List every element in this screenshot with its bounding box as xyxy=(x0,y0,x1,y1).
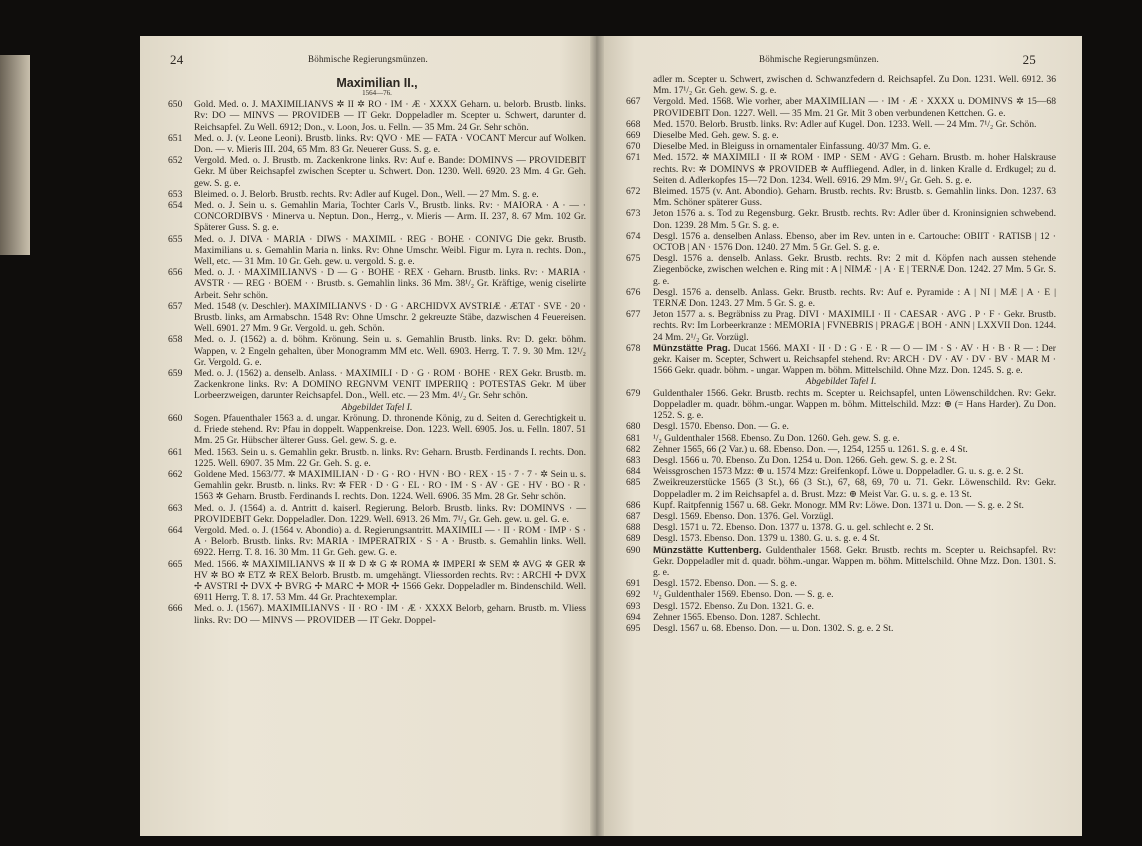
entry-description: Bleimed. o. J. Belorb. Brustb. rechts. Rv: Adler auf Kugel. Don., Well. — 27 Mm. S. g. e. xyxy=(194,188,539,200)
catalog-entry xyxy=(626,141,1056,152)
entry-description: Med. o. J. (v. Leone Leoni). Brustb. links. Rv: QVO · ME — FATA · VOCANT Mercur auf Wolken. Don. — v. Mieris III. 204, 65 Mm. 83 Gr. Neuerer Guss. S. g. e. xyxy=(194,132,586,156)
entry-description: Ducat 1566. MAXI · II · D : G · E · R — O — IM · S · AV · H · B · R — : Der gekr. Kaiser m. Scepter, Schwert u. Reichsapfel stehend. Rv: ARCH · DV · AV · DV · BV · MAR M · 1566 Gekr. quadr. böhm. - ungar. Wappen m. böhm. Mittelschild. Ohne Mzz. Don. 1245. S. g. e. xyxy=(653,342,1057,377)
entry-number: 679 xyxy=(626,387,641,399)
entry-description: Desgl. 1570. Ebenso. Don. — G. e. xyxy=(653,421,789,433)
entry-description: Dieselbe Med. Geh. gew. S. g. e. xyxy=(653,130,779,142)
catalog-entry xyxy=(626,130,1056,141)
entry-text xyxy=(653,130,1056,141)
catalog-entry xyxy=(626,186,1056,208)
entry-number: 683 xyxy=(626,454,641,466)
entry-description: Med. o. J. (1562) a. denselb. Anlass. · MAXIMILI · D · G · ROM · BOHE · REX Gekr. Brustb. m. Zackenkrone links. Rv: A DOMINO REGNVM VENIT IMPERIIQ : POTESTAS Gekr. M über Lorbeerzweigen, darunter Reichsapfel. Don., Well. etc. — 23 Mm. 4¹/₂ Gr. Sehr schön. xyxy=(194,368,586,402)
entry-text xyxy=(653,601,1056,612)
entry-text xyxy=(653,511,1056,522)
left-page xyxy=(140,36,596,836)
entry-description: Guldenthaler 1566. Gekr. Brustb. rechts m. Scepter u. Reichsapfel, unten Löwenschildchen. Rv: Gekr. Doppeladler m. quadr. böhm.-ungar. Wappen m. böhm. Mittelschild. Mzz: ⊕ (= Hans Harder). Zu Don. 1252. S. g. e. xyxy=(653,387,1056,422)
entry-number: 678 xyxy=(626,342,641,354)
entry-text xyxy=(653,119,1056,130)
entry-description: ¹/₂ Guldenthaler 1568. Ebenso. Zu Don. 1260. Geh. gew. S. g. e. xyxy=(653,432,900,444)
entry-number: 690 xyxy=(626,544,641,556)
section-years: 1564—76. xyxy=(362,89,392,98)
entry-description: Desgl. 1576 a. denselb. Anlass. Gekr. Brustb. rechts. Rv: 2 mit d. Köpfen nach aussen stehende Ziegenböcke, zwischen welchen e. Ring mit : A | NIMÆ · | A · E | TERNÆ Don. 1242. 27 Mm. 5 Gr. S. g. e. xyxy=(653,253,1056,287)
entry-text xyxy=(194,503,586,525)
catalog-entry xyxy=(626,477,1056,499)
catalog-entry xyxy=(626,522,1056,533)
right-page-number: 25 xyxy=(1022,52,1036,67)
entry-description: Med. 1572. ✲ MAXIMILI · II ✲ ROM · IMP · SEM · AVG : Geharn. Brustb. m. hoher Halskrause rechts. Rv: ✲ DOMINVS ✲ PROVIDEB ✲ Auffliegend. Adler, in d. linken Kralle d. Erdkugel; zu d. Seiten d. Adlerkopfes 15—72 Don. 1234. Well. 6916. 29 Mm. 9¹/₂ Gr. Geh. S. g. e. xyxy=(653,152,1056,186)
catalog-entry xyxy=(168,189,586,200)
entry-description: Desgl. 1572. Ebenso. Don. — S. g. e. xyxy=(653,578,797,590)
entry-text xyxy=(653,623,1056,634)
catalog-entry xyxy=(626,343,1056,377)
entry-number: 676 xyxy=(626,286,641,298)
entry-text xyxy=(194,334,586,368)
entry-number: 674 xyxy=(626,230,641,242)
entry-number: 692 xyxy=(626,589,641,601)
entry-number: 657 xyxy=(168,300,183,312)
entry-description: Med. o. J. · MAXIMILIANVS · D — G · BOHE · REX · Geharn. Brustb. links. Rv: · MARIA · AVSTR · — REG · BOEM · · Brustb. s. Gemahlin links. 36 Mm. 38¹/₂ Gr. Kräftige, wenig ciselirte Arbeit. Sehr schön. xyxy=(194,267,586,301)
entry-number: 663 xyxy=(168,502,183,514)
entry-number: 680 xyxy=(626,421,641,433)
entry-description: Zweikreuzerstücke 1565 (3 St.), 66 (3 St.), 67, 68, 69, 70 u. 71. Gekr. Löwenschild. Rv: Gekr. Doppeladler m. 2 im Reichsapfel a. d. Brust. Mzz: ⊕ Meist Var. G. u. s. g. e. 13 St. xyxy=(653,477,1056,500)
entry-text xyxy=(194,559,586,604)
catalog-entry xyxy=(626,623,1056,634)
entry-text xyxy=(194,189,586,200)
entry-number: 672 xyxy=(626,186,641,198)
catalog-entry xyxy=(168,301,586,335)
catalog-entry xyxy=(626,500,1056,511)
catalog-entry xyxy=(626,612,1056,623)
catalog-entry xyxy=(168,559,586,604)
catalog-entry xyxy=(626,444,1056,455)
right-content xyxy=(626,74,1056,634)
entry-description: Goldene Med. 1563/77. ✲ MAXIMILIAN · D · G · RO · HVN · BO · REX · 15 · 7 · 7 · ✲ Sein u. s. Gemahlin gekr. Brustb. n. links. Rv: ✲ FER · D · G · EL · RO · IM · S · AV · GE · HV · BO · R · 1563 ✲ Geharn. Brustb. Ferdinands I. rechts. Don. 1224. Well. 6906. 35 Mm. 28 Gr. Sehr schön. xyxy=(194,468,586,503)
catalog-entry xyxy=(168,133,586,155)
entry-text xyxy=(653,433,1056,444)
entry-number: 675 xyxy=(626,253,641,265)
entry-text xyxy=(653,253,1056,287)
entry-number: 658 xyxy=(168,334,183,346)
catalog-entry xyxy=(168,469,586,503)
catalog-entry xyxy=(626,287,1056,309)
entry-number: 685 xyxy=(626,477,641,489)
entry-text xyxy=(194,99,586,133)
entry-number: 660 xyxy=(168,412,183,424)
entry-text xyxy=(653,96,1056,118)
catalog-entry xyxy=(168,603,586,625)
entry-description: Zehner 1565. Ebenso. Don. 1287. Schlecht. xyxy=(653,611,821,623)
catalog-entry xyxy=(626,545,1056,579)
entry-description: Desgl. 1576 a. denselben Anlass. Ebenso, aber im Rev. unten in e. Cartouche: OBIIT · RATISB | 12 · OCTOB | AN · 1576 Don. 1240. 27 Mm. 5 Gr. Gel. S. g. e. xyxy=(653,230,1056,254)
entry-description: Jeton 1576 a. s. Tod zu Regensburg. Gekr. Brustb. rechts. Rv: Adler über d. Kroninsignien schwebend. Don. 1239. 28 Mm. 5 Gr. S. g. e. xyxy=(653,208,1056,231)
entry-number: 662 xyxy=(168,468,183,480)
entry-text xyxy=(194,447,586,469)
entry-text xyxy=(194,234,586,268)
entry-number: 694 xyxy=(626,611,641,623)
entry-description: Sogen. Pfauenthaler 1563 a. d. ungar. Krönung. D. thronende König, zu d. Seiten d. Gerechtigkeit u. d. Friede stehend. Rv: Pfau in doppelt. Wappenkreise. Don. 1223. Well. 6905. Jos. u. Felln. 1807. 51 Mm. 25 Gr. Hübscher älterer Guss. Gel. gew. S. g. e. xyxy=(194,412,586,447)
entry-text xyxy=(194,267,586,301)
entry-text xyxy=(653,231,1056,253)
entry-number: 655 xyxy=(168,233,183,245)
catalog-entry xyxy=(626,578,1056,589)
right-running-head: Böhmische Regierungsmünzen. xyxy=(759,54,879,64)
entry-description: Zehner 1565, 66 (2 Var.) u. 68. Ebenso. Don. —, 1254, 1255 u. 1261. S. g. e. 4 St. xyxy=(653,443,968,455)
entry-description: Med. o. J. DIVA · MARIA · DIWS · MAXIMIL · REG · BOHE · CONIVG Die gekr. Brustb. Maximilians u. s. Gemahlin Maria n. links. Rv: Ohne Umschr. Weibl. Figur m. Lyra n. rechts. Don., Well, etc. — 31 Mm. 10 Gr. Geh. gew. u. vergold. S. g. e. xyxy=(194,233,586,268)
entry-description: Dieselbe Med. in Bleiguss in ornamentaler Einfassung. 40/37 Mm. G. e. xyxy=(653,141,931,153)
entry-description: Med. 1566. ✲ MAXIMILIANVS ✲ II ✲ D ✲ G ✲ ROMA ✲ IMPERI ✲ SEM ✲ AVG ✲ GER ✲ HV ✲ BO ✲ ETZ ✲ REX Belorb. Brustb. m. umgehängt. Vliessorden rechts. Rv: : ARCHI ✢ DVX ✢ AVSTRI ✢ DVX ✢ BVRG ✢ MARC ✢ MOR ✢ 1566 Gekr. Doppeladler m. Bindenschild. Well. 6911 Herrg. T. 8. 17. 53 Mm. 44 Gr. Prachtexemplar. xyxy=(194,558,586,604)
entry-number: 682 xyxy=(626,443,641,455)
entry-description: Desgl. 1567 u. 68. Ebenso. Don. — u. Don. 1302. S. g. e. 2 St. xyxy=(653,622,894,634)
entry-text xyxy=(653,612,1056,623)
entry-number: 691 xyxy=(626,578,641,590)
left-page-number: 24 xyxy=(170,52,184,67)
entry-number: 656 xyxy=(168,267,183,279)
entry-text xyxy=(194,133,586,155)
catalog-entry xyxy=(626,208,1056,230)
continuation-text: adler m. Scepter u. Schwert, zwischen d. Schwanzfedern d. Reichsapfel. Zu Don. 1231. Well. 6912. 36 Mm. 17¹/₂ Gr. Geh. gew. S. g. e. xyxy=(653,74,1056,97)
continuation-entry xyxy=(626,74,1056,96)
catalog-entry xyxy=(626,231,1056,253)
entry-text xyxy=(194,200,586,234)
catalog-entry xyxy=(168,234,586,268)
entry-text xyxy=(653,309,1056,343)
entry-description: Med. 1563. Sein u. s. Gemahlin gekr. Brustb. n. links. Rv: Geharn. Brustb. Ferdinands I. rechts. Don. 1225. Well. 6907. 35 Mm. 22 Gr. Geh. S. g. e. xyxy=(194,446,586,469)
entry-number: 659 xyxy=(168,368,183,380)
entry-description: Bleimed. 1575 (v. Ant. Abondio). Geharn. Brustb. rechts. Rv: Brustb. s. Gemahlin links. Don. 1237. 63 Mm. Schöner späterer Guss. xyxy=(653,186,1056,209)
catalog-entry xyxy=(626,119,1056,130)
entry-description: Desgl. 1573. Ebenso. Don. 1379 u. 1380. G. u. s. g. e. 4 St. xyxy=(653,533,880,545)
catalog-entry xyxy=(626,309,1056,343)
entry-number: 650 xyxy=(168,99,183,111)
entry-number: 661 xyxy=(168,446,183,458)
catalog-entry xyxy=(626,152,1056,186)
entry-description: Med. 1570. Belorb. Brustb. links. Rv: Adler auf Kugel. Don. 1233. Well. — 24 Mm. 7¹/₂ Gr. Schön. xyxy=(653,118,1037,130)
entry-number: 666 xyxy=(168,603,183,615)
catalog-entry xyxy=(168,368,586,402)
entry-number: 651 xyxy=(168,132,183,144)
left-content xyxy=(168,78,586,626)
entry-description: Desgl. 1566 u. 70. Ebenso. Zu Don. 1254 u. Don. 1266. Geh. gew. S. g. e. 2 St. xyxy=(653,454,957,466)
entry-number: 686 xyxy=(626,499,641,511)
entry-text xyxy=(653,455,1056,466)
entry-text xyxy=(653,466,1056,477)
entry-description: Desgl. 1571 u. 72. Ebenso. Don. 1377 u. 1378. G. u. gel. schlecht e. 2 St. xyxy=(653,522,934,534)
entry-text xyxy=(653,152,1056,186)
catalog-entry xyxy=(626,433,1056,444)
entry-number: 669 xyxy=(626,130,641,142)
entry-text xyxy=(653,589,1056,600)
catalog-entry xyxy=(168,200,586,234)
entry-number: 652 xyxy=(168,155,183,167)
entry-number: 687 xyxy=(626,510,641,522)
entry-number: 695 xyxy=(626,622,641,634)
entry-number: 693 xyxy=(626,600,641,612)
entry-text xyxy=(194,155,586,189)
entry-description: Med. 1548 (v. Deschler). MAXIMILIANVS · D · G · ARCHIDVX AVSTRIÆ · ÆTAT · SVE · 20 · Brustb. links, am Armabschn. 1548 Rv: Ohne Umschr. 2 gekreuzte Stäbe, dazwischen 4 Feuereisen. Well. 6901. 27 Mm. 9 Gr. Vergold. u. geh. Schön. xyxy=(194,300,586,335)
entry-number: 677 xyxy=(626,309,641,321)
entry-text xyxy=(653,444,1056,455)
catalog-entry xyxy=(626,466,1056,477)
catalog-entry xyxy=(168,155,586,189)
book-gutter xyxy=(590,36,604,836)
entry-text xyxy=(194,603,586,625)
catalog-entry xyxy=(168,99,586,133)
catalog-entry xyxy=(168,267,586,301)
catalog-entry xyxy=(168,334,586,368)
entry-description: ¹/₂ Guldenthaler 1569. Ebenso. Don. — S. g. e. xyxy=(653,589,834,601)
entry-description: Gold. Med. o. J. MAXIMILIANVS ✲ II ✲ RO · IM · Æ · XXXX Geharn. u. belorb. Brustb. links. Rv: DO — MINVS — PROVIDEB — IT Gekr. Doppeladler m. Scepter u. Schwert, darunter d. Reichsapfel. Zu Well. 6912; Don., v. Loon, Jos. u. Felln. — 35 Mm. 24 Gr. Sehr schön. xyxy=(194,99,586,133)
entry-number: 688 xyxy=(626,522,641,534)
entry-text xyxy=(653,388,1056,422)
entry-number: 654 xyxy=(168,200,183,212)
entry-text xyxy=(653,141,1056,152)
entry-text xyxy=(653,545,1056,579)
entry-number: 653 xyxy=(168,188,183,200)
entry-text xyxy=(194,301,586,335)
plate-reference: Abgebildet Tafel I. xyxy=(341,401,413,413)
entry-number: 667 xyxy=(626,96,641,108)
entry-text xyxy=(194,525,586,559)
catalog-entry xyxy=(626,589,1056,600)
entry-number: 689 xyxy=(626,533,641,545)
section-title: Maximilian II., xyxy=(336,76,418,90)
entry-number: 684 xyxy=(626,466,641,478)
entry-text xyxy=(653,186,1056,208)
entry-description: Weissgroschen 1573 Mzz: ⊕ u. 1574 Mzz: Greifenkopf. Löwe u. Doppeladler. G. u. s. g. e. 2 St. xyxy=(653,466,1024,478)
entry-text xyxy=(653,287,1056,309)
left-running-head: Böhmische Regierungsmünzen. xyxy=(308,54,428,64)
entry-text xyxy=(653,522,1056,533)
entry-description: Desgl. 1569. Ebenso. Don. 1376. Gel. Vorzügl. xyxy=(653,510,834,522)
entry-description: Kupf. Raitpfennig 1567 u. 68. Gekr. Monogr. MM Rv: Löwe. Don. 1371 u. Don. — S. g. e. 2 St. xyxy=(653,499,1024,511)
catalog-entry xyxy=(626,533,1056,544)
entry-text xyxy=(653,477,1056,499)
plate-reference: Abgebildet Tafel I. xyxy=(805,376,877,388)
entry-text xyxy=(653,578,1056,589)
right-page xyxy=(596,36,1082,836)
entry-description: Desgl. 1572. Ebenso. Zu Don. 1321. G. e. xyxy=(653,600,814,612)
entry-text xyxy=(653,533,1056,544)
entry-description: Desgl. 1576 a. denselb. Anlass. Gekr. Brustb. rechts. Rv: Auf e. Pyramide : A | NI | MÆ | A · E | TERNÆ Don. 1243. 27 Mm. 5 Gr. S. g. e. xyxy=(653,286,1056,310)
entry-description: Med. o. J. (1567). MAXIMILIANVS · II · RO · IM · Æ · XXXX Belorb, geharn. Brustb. m. Vliess links. Rv: DO — MINVS — PROVIDEB — IT Gekr. Doppel- xyxy=(194,603,586,626)
catalog-entry xyxy=(168,413,586,447)
entry-number: 673 xyxy=(626,208,641,220)
catalog-entry xyxy=(168,447,586,469)
catalog-entry xyxy=(626,511,1056,522)
entry-description: Jeton 1577 a. s. Begräbniss zu Prag. DIVI · MAXIMILI · II · CAESAR · AVG . P · F · Gekr. Brustb. rechts. Rv: Im Lorbeerkranze : MEMORIA | FVNEBRIS | PRAGÆ | BOH · ANN | LXXVII Don. 1244. 24 Mm. 2¹/₂ Gr. Vorzügl. xyxy=(653,309,1056,343)
entry-description: Vergold. Med. o. J. Brustb. m. Zackenkrone links. Rv: Auf e. Bande: DOMINVS — PROVIDEBIT Gekr. M über Reichsapfel zwischen Scepter u. Schwert. Don. 1230. Well. 6920. 23 Mm. 4 Gr. Geh. gew. S. g. e. xyxy=(194,155,586,189)
entry-number: 671 xyxy=(626,152,641,164)
catalog-entry xyxy=(626,601,1056,612)
entry-number: 668 xyxy=(626,118,641,130)
entry-text xyxy=(194,469,586,503)
neighbor-book-spine xyxy=(0,55,30,255)
catalog-entry xyxy=(626,388,1056,422)
catalog-entry xyxy=(626,421,1056,432)
entry-description: Vergold. Med. 1568. Wie vorher, aber MAXIMILIAN — · IM · Æ · XXXX u. DOMINVS ✲ 15—68 PROVIDEBIT Don. 1227. Well. — 35 Mm. 21 Gr. Mit 3 oben verbundenen Kettchen. G. e. xyxy=(653,96,1056,119)
mint-heading: Münzstätte Kuttenberg. xyxy=(653,544,762,556)
entry-text xyxy=(194,413,586,447)
catalog-entry xyxy=(626,96,1056,118)
entry-description: Guldenthaler 1568. Gekr. Brustb. rechts m. Scepter u. Reichsapfel. Rv: Gekr. Doppeladler mit d. quadr. böhm.-ungar. Wappen m. böhm. Mittelschild. Ohne Mzz. Don. 1301. S. g. e. xyxy=(653,544,1056,578)
mint-heading: Münzstätte Prag. xyxy=(653,342,731,354)
entry-description: Med. o. J. (1562) a. d. böhm. Krönung. Sein u. s. Gemahlin Brustb. links. Rv: D. gekr. böhm. Wappen, v. 2 Engeln gehalten, über Monogramm MM etc. Well. 6903. Herrg. T. 7. 9. 30 Mm. 12¹/₂ Gr. Vergold. G. e. xyxy=(194,334,586,368)
entry-description: Med. o. J. Sein u. s. Gemahlin Maria, Tochter Carls V., Brustb. links. Rv: · MAIORA · A · — · CONCORDIBVS · Minerva u. Neptun. Don., Herrg., v. Mieris — Arm. II. 237, 8. 67 Mm. 102 Gr. Späterer Guss. S. g. e. xyxy=(194,200,586,234)
entry-text xyxy=(653,421,1056,432)
entry-text xyxy=(653,500,1056,511)
catalog-entry xyxy=(626,455,1056,466)
entry-number: 670 xyxy=(626,141,641,153)
catalog-entry xyxy=(168,525,586,559)
entry-text xyxy=(194,368,586,402)
catalog-entry xyxy=(626,253,1056,287)
entry-description: Med. o. J. (1564) a. d. Antritt d. kaiserl. Regierung. Belorb. Brustb. links. Rv: DOMINVS · — PROVIDEBIT Gekr. Doppeladler. Don. 1229. Well. 6913. 26 Mm. 7¹/₂ Gr. Geh. gew. u. gel. G. e. xyxy=(194,502,586,525)
entry-number: 665 xyxy=(168,558,183,570)
catalog-entry xyxy=(168,503,586,525)
entry-number: 664 xyxy=(168,524,183,536)
entry-text xyxy=(653,208,1056,230)
entry-text xyxy=(653,343,1056,377)
entry-number: 681 xyxy=(626,432,641,444)
entry-description: Vergold. Med. o. J. (1564 v. Abondio) a. d. Regierungsantritt. MAXIMILI — · II · ROM · IMP · S · A · Belorb. Brustb. links. Rv: MARIA · IMPERATRIX · S · A · Brustb. s. Gemahlin links. Well. 6922. Herrg. T. 8. 16. 30 Mm. 11 Gr. Geh. gew. G. e. xyxy=(194,524,586,559)
